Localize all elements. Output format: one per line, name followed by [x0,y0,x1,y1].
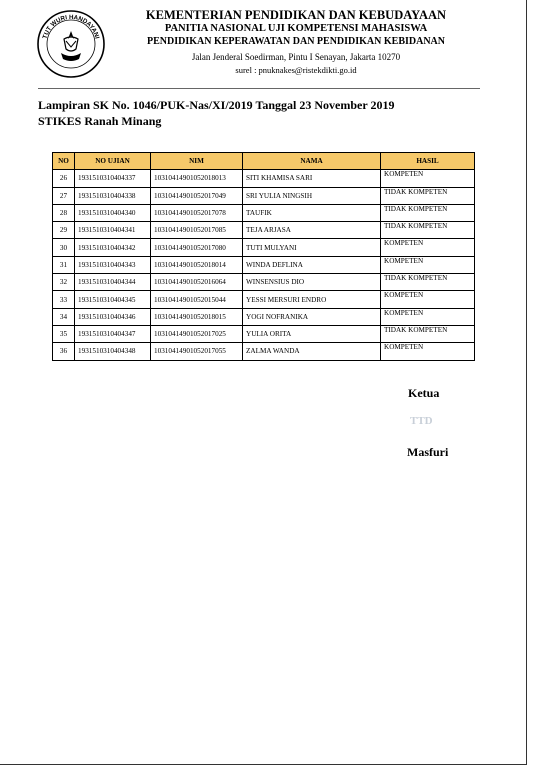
col-header-nim: NIM [151,153,243,170]
cell-nama: TUTI MULYANI [243,239,381,256]
cell-no: 28 [53,204,75,221]
col-header-nama: NAMA [243,153,381,170]
cell-hasil: KOMPETEN [381,256,475,273]
signature-name: Masfuri [407,445,449,459]
program-name: PENDIDIKAN KEPERAWATAN DAN PENDIDIKAN KEBIDANAN [147,35,445,47]
cell-nama: SITI KHAMISA SARI [243,170,381,187]
cell-no-ujian: 1931510310404343 [75,256,151,273]
results-table [52,152,475,361]
cell-nim: 10310414901052018014 [151,256,243,273]
cell-nama: SRI YULIA NINGSIH [243,187,381,204]
table-row [53,308,475,325]
cell-nama: YULIA ORITA [243,325,381,342]
table-row [53,170,475,187]
email: surel : pnuknakes@ristekdikti.go.id [235,65,357,76]
address: Jalan Jenderal Soedirman, Pintu I Senayan, Jakarta 10270 [191,51,401,62]
cell-nama: WINDA DEFLINA [243,256,381,273]
cell-no-ujian: 1931510310404344 [75,274,151,291]
table-row [53,256,475,273]
cell-nim: 10310414901052017055 [151,343,243,360]
cell-no: 31 [53,256,75,273]
cell-no-ujian: 1931510310404348 [75,343,151,360]
cell-nim: 10310414901052017085 [151,222,243,239]
signature-ttd: TTD [410,415,433,427]
cell-nim: 103104149010520180​13 [151,170,243,187]
header-divider [38,88,480,89]
cell-no-ujian: 1931510310404340 [75,204,151,221]
ministry-name: KEMENTERIAN PENDIDIKAN DAN KEBUDAYAAN [145,8,447,22]
signature-role: Ketua [408,386,440,400]
cell-no: 32 [53,274,75,291]
table-row [53,187,475,204]
cell-no-ujian: 19315103104043​37 [75,170,151,187]
cell-hasil: KOMPETEN [381,291,475,308]
document-title [38,98,394,129]
cell-nama: YOGI NOFRANIKA [243,308,381,325]
cell-nama: YESSI MERSURI ENDRO [243,291,381,308]
cell-hasil: TIDAK KOMPETEN [381,204,475,221]
col-header-no: NO [53,153,75,170]
table-row [53,204,475,221]
cell-no: 36 [53,343,75,360]
table-row [53,291,475,308]
cell-no-ujian: 1931510310404342 [75,239,151,256]
letterhead [110,8,482,76]
institution-name: STIKES Ranah Minang [38,113,162,128]
logo-motto: TUT WURI HANDAYANI [41,13,101,40]
cell-no-ujian: 1931510310404346 [75,308,151,325]
cell-no-ujian: 1931510310404347 [75,325,151,342]
table-row [53,343,475,360]
cell-hasil: TIDAK KOMPETEN [381,325,475,342]
cell-nim: 10310414901052017049 [151,187,243,204]
cell-hasil: KOMPETEN [381,308,475,325]
table-row [53,325,475,342]
cell-nama: TAUFIK [243,204,381,221]
table-header-row [53,153,475,170]
cell-no: 27 [53,187,75,204]
cell-no: 34 [53,308,75,325]
cell-nim: 10310414901052015044 [151,291,243,308]
table-row [53,239,475,256]
cell-hasil: TIDAK KOMPETEN [381,222,475,239]
cell-no: 33 [53,291,75,308]
cell-hasil: KOMPETEN [381,343,475,360]
tut-wuri-handayani-logo [36,9,106,79]
cell-hasil: KOMPETEN [381,170,475,187]
cell-nim: 10310414901052017080 [151,239,243,256]
cell-nim: 10310414901052016064 [151,274,243,291]
cell-nama: TEJA ARJASA [243,222,381,239]
table-row [53,274,475,291]
cell-no-ujian: 1931510310404338 [75,187,151,204]
cell-no: 35 [53,325,75,342]
cell-nim: 10310414901052017025 [151,325,243,342]
cell-no: 30 [53,239,75,256]
cell-no-ujian: 1931510310404341 [75,222,151,239]
cell-hasil: TIDAK KOMPETEN [381,187,475,204]
cell-no: 26 [53,170,75,187]
cell-nim: 10310414901052018015 [151,308,243,325]
cell-hasil: TIDAK KOMPETEN [381,274,475,291]
cell-no: 29 [53,222,75,239]
cell-nim: 10310414901052017078 [151,204,243,221]
cell-nama: ZALMA WANDA [243,343,381,360]
col-header-hasil: HASIL [381,153,475,170]
cell-hasil: KOMPETEN [381,239,475,256]
committee-name: PANITIA NASIONAL UJI KOMPETENSI MAHASISWA [164,23,428,34]
cell-no-ujian: 1931510310404345 [75,291,151,308]
col-header-no-ujian: NO UJIAN [75,153,151,170]
table-row [53,222,475,239]
decree-reference: Lampiran SK No. 1046/PUK-Nas/XI/2019 Tanggal 23 November 2019 [38,98,395,112]
cell-nama: WINSENSIUS DIO [243,274,381,291]
